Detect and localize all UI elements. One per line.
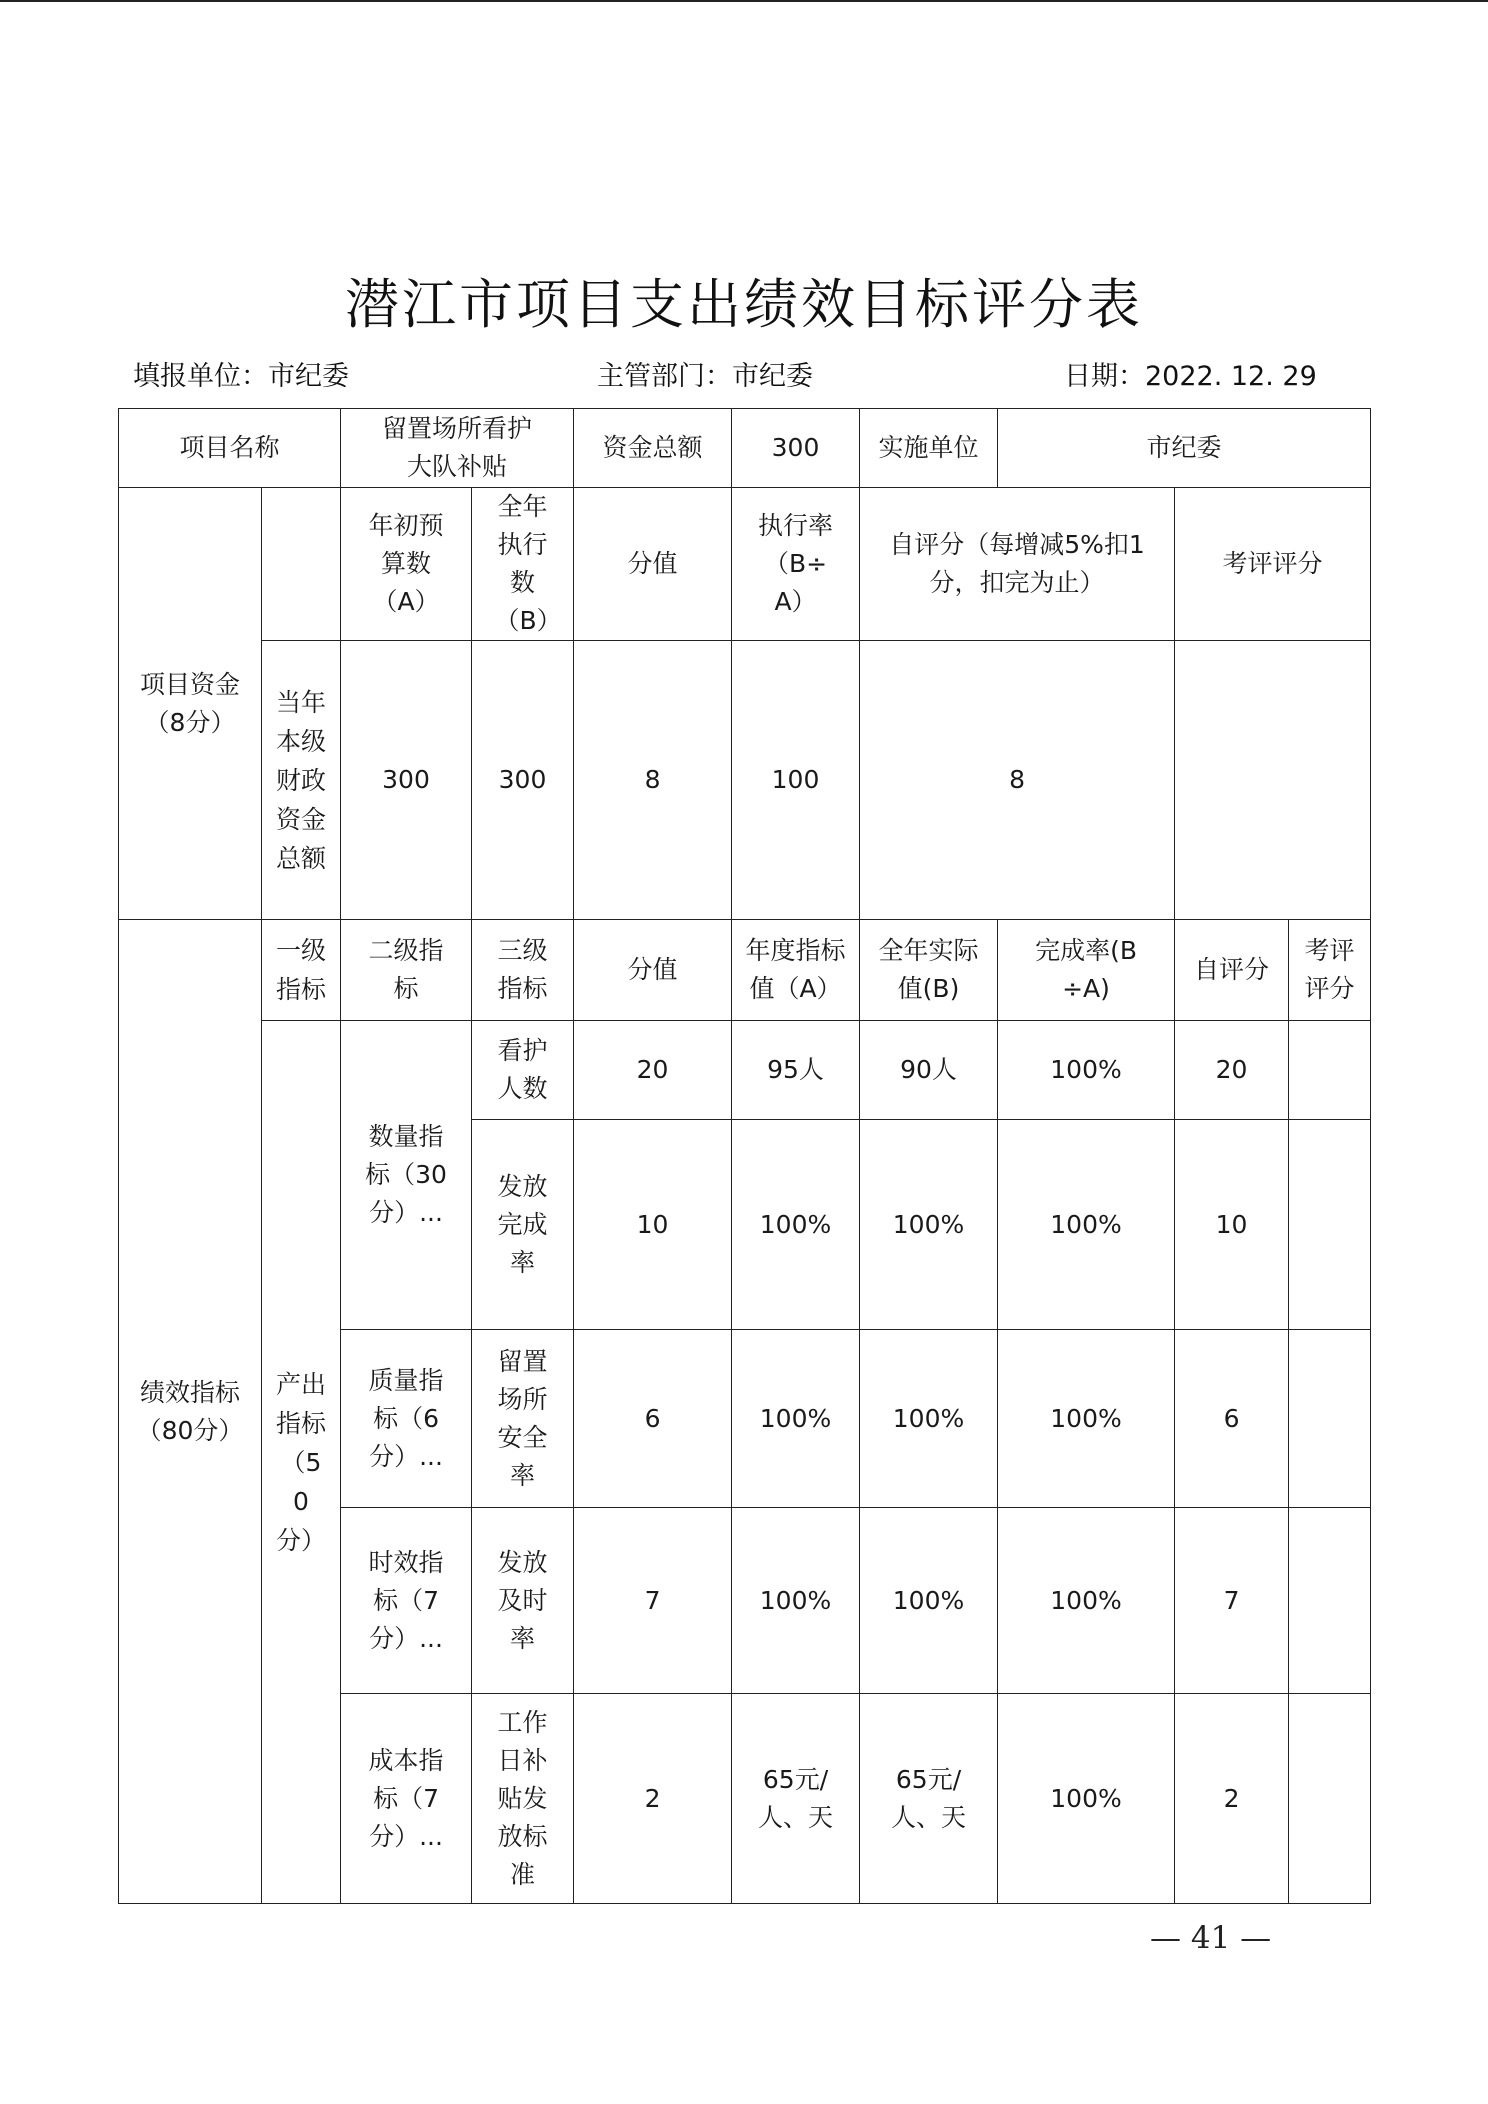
col-target-text: 年度指标值（A） xyxy=(745,936,846,1003)
col-budget-text: 年初预算数（A） xyxy=(368,511,444,616)
fill-unit-label: 填报单位： xyxy=(133,361,268,392)
target-cell: 100% xyxy=(732,1120,860,1330)
page-title: 潜江市项目支出绩效目标评分表 xyxy=(345,273,1143,336)
l3-text: 工作日补贴发放标准 xyxy=(497,1707,548,1889)
funds-section-label xyxy=(119,488,262,920)
col-l2-text: 二级指标 xyxy=(368,936,444,1003)
supervising-dept-label: 主管部门： xyxy=(597,361,732,392)
funds-score-value: 8 xyxy=(574,641,732,920)
perf-section-text: 绩效指标（80分） xyxy=(136,1377,244,1445)
l3-cell xyxy=(472,1330,574,1508)
self-score-cell: 2 xyxy=(1175,1694,1289,1904)
supervising-dept-value: 市纪委 xyxy=(732,361,813,392)
col-exec-header xyxy=(472,488,574,641)
supervising-dept xyxy=(597,354,813,393)
self-score-cell: 7 xyxy=(1175,1508,1289,1694)
score-table xyxy=(118,408,1371,1904)
col-perf-score-header: 分值 xyxy=(574,920,732,1021)
funds-row-label-text: 当年本级财政资金总额 xyxy=(275,687,326,873)
score-cell: 7 xyxy=(574,1508,732,1694)
col-perf-self-header: 自评分 xyxy=(1175,920,1289,1021)
score-cell: 2 xyxy=(574,1694,732,1904)
col-rate-done-text: 完成率(B÷A) xyxy=(1035,936,1137,1003)
col-self-header xyxy=(860,488,1175,641)
project-name-text: 留置场所看护大队补贴 xyxy=(382,414,533,481)
col-rate-done-header xyxy=(998,920,1175,1021)
score-cell: 6 xyxy=(574,1330,732,1508)
col-self-text: 自评分（每增减5%扣1分，扣完为止） xyxy=(889,530,1145,597)
col-budget-header xyxy=(341,488,472,641)
score-cell: 20 xyxy=(574,1021,732,1120)
col-perf-review-text: 考评评分 xyxy=(1304,936,1355,1003)
rate-cell: 100% xyxy=(998,1508,1175,1694)
rate-cell: 100% xyxy=(998,1120,1175,1330)
l2-quality-text: 质量指标（6分）... xyxy=(368,1365,444,1471)
fund-total-value: 300 xyxy=(732,409,860,488)
score-cell: 10 xyxy=(574,1120,732,1330)
funds-blank-cell xyxy=(262,488,341,641)
impl-unit-label: 实施单位 xyxy=(860,409,998,488)
review-score-cell xyxy=(1289,1330,1371,1508)
funds-exec-value: 300 xyxy=(472,641,574,920)
fill-date-label: 日期： xyxy=(1064,361,1145,392)
l1-output-text: 产出指标（50分） xyxy=(275,1369,326,1555)
actual-text: 65元/人、天 xyxy=(891,1764,967,1832)
col-l3-text: 三级指标 xyxy=(497,936,548,1003)
col-actual-text: 全年实际值(B) xyxy=(878,936,979,1003)
funds-budget-value: 300 xyxy=(341,641,472,920)
col-l2-header xyxy=(341,920,472,1021)
l2-cost-label xyxy=(341,1694,472,1904)
l3-text: 发放及时率 xyxy=(497,1547,548,1653)
col-perf-review-header xyxy=(1289,920,1371,1021)
project-name-value xyxy=(341,409,574,488)
self-score-cell: 6 xyxy=(1175,1330,1289,1508)
l2-time-text: 时效指标（7分）... xyxy=(368,1547,444,1653)
self-score-cell: 20 xyxy=(1175,1021,1289,1120)
col-l1-header xyxy=(262,920,341,1021)
funds-header-row xyxy=(119,488,1371,641)
l3-text: 留置场所安全率 xyxy=(497,1346,548,1490)
funds-row-label xyxy=(262,641,341,920)
perf-header-row xyxy=(119,920,1371,1021)
col-rate-text: 执行率（B÷A） xyxy=(758,511,834,616)
funds-self-value: 8 xyxy=(860,641,1175,920)
l3-cell xyxy=(472,1120,574,1330)
l3-cell xyxy=(472,1694,574,1904)
l3-cell xyxy=(472,1021,574,1120)
table-row xyxy=(119,1021,1371,1120)
fund-total-label: 资金总额 xyxy=(574,409,732,488)
funds-review-value xyxy=(1175,641,1371,920)
funds-data-row xyxy=(119,641,1371,920)
col-review-header: 考评评分 xyxy=(1175,488,1371,641)
review-score-cell xyxy=(1289,1508,1371,1694)
self-score-cell: 10 xyxy=(1175,1120,1289,1330)
l2-quantity-text: 数量指标（30分）... xyxy=(365,1122,447,1227)
fill-date-value: 2022. 12. 29 xyxy=(1145,361,1317,392)
l3-text: 看护人数 xyxy=(497,1036,548,1103)
l3-cell xyxy=(472,1508,574,1694)
actual-cell: 100% xyxy=(860,1120,998,1330)
perf-section-label xyxy=(119,920,262,1904)
l1-output-label xyxy=(262,1021,341,1904)
review-score-cell xyxy=(1289,1120,1371,1330)
funds-rate-value: 100 xyxy=(732,641,860,920)
rate-cell: 100% xyxy=(998,1694,1175,1904)
l3-text: 发放完成率 xyxy=(497,1171,548,1277)
funds-section-text: 项目资金（8分） xyxy=(139,669,240,737)
actual-cell: 100% xyxy=(860,1330,998,1508)
fill-unit-value: 市纪委 xyxy=(268,361,349,392)
col-l3-header xyxy=(472,920,574,1021)
impl-unit-value: 市纪委 xyxy=(998,409,1371,488)
target-cell: 100% xyxy=(732,1330,860,1508)
actual-cell: 100% xyxy=(860,1508,998,1694)
project-name-label: 项目名称 xyxy=(119,409,341,488)
page-top-border xyxy=(0,0,1488,2)
page-number: — 41 — xyxy=(1150,1920,1272,1956)
target-cell: 95人 xyxy=(732,1021,860,1120)
actual-cell xyxy=(860,1694,998,1904)
target-cell: 100% xyxy=(732,1508,860,1694)
target-cell xyxy=(732,1694,860,1904)
rate-cell: 100% xyxy=(998,1330,1175,1508)
col-l1-text: 一级指标 xyxy=(275,936,326,1004)
l2-quantity-label xyxy=(341,1021,472,1330)
rate-cell: 100% xyxy=(998,1021,1175,1120)
col-score-header: 分值 xyxy=(574,488,732,641)
fill-unit xyxy=(133,354,349,393)
col-actual-header xyxy=(860,920,998,1021)
l2-quality-label xyxy=(341,1330,472,1508)
review-score-cell xyxy=(1289,1694,1371,1904)
col-target-header xyxy=(732,920,860,1021)
l2-time-label xyxy=(341,1508,472,1694)
target-text: 65元/人、天 xyxy=(758,1764,834,1832)
header-row xyxy=(119,409,1371,488)
actual-cell: 90人 xyxy=(860,1021,998,1120)
col-exec-text: 全年执行数（B） xyxy=(494,492,562,635)
fill-date xyxy=(1064,354,1317,393)
review-score-cell xyxy=(1289,1021,1371,1120)
col-rate-header xyxy=(732,488,860,641)
l2-cost-text: 成本指标（7分）... xyxy=(368,1745,444,1851)
